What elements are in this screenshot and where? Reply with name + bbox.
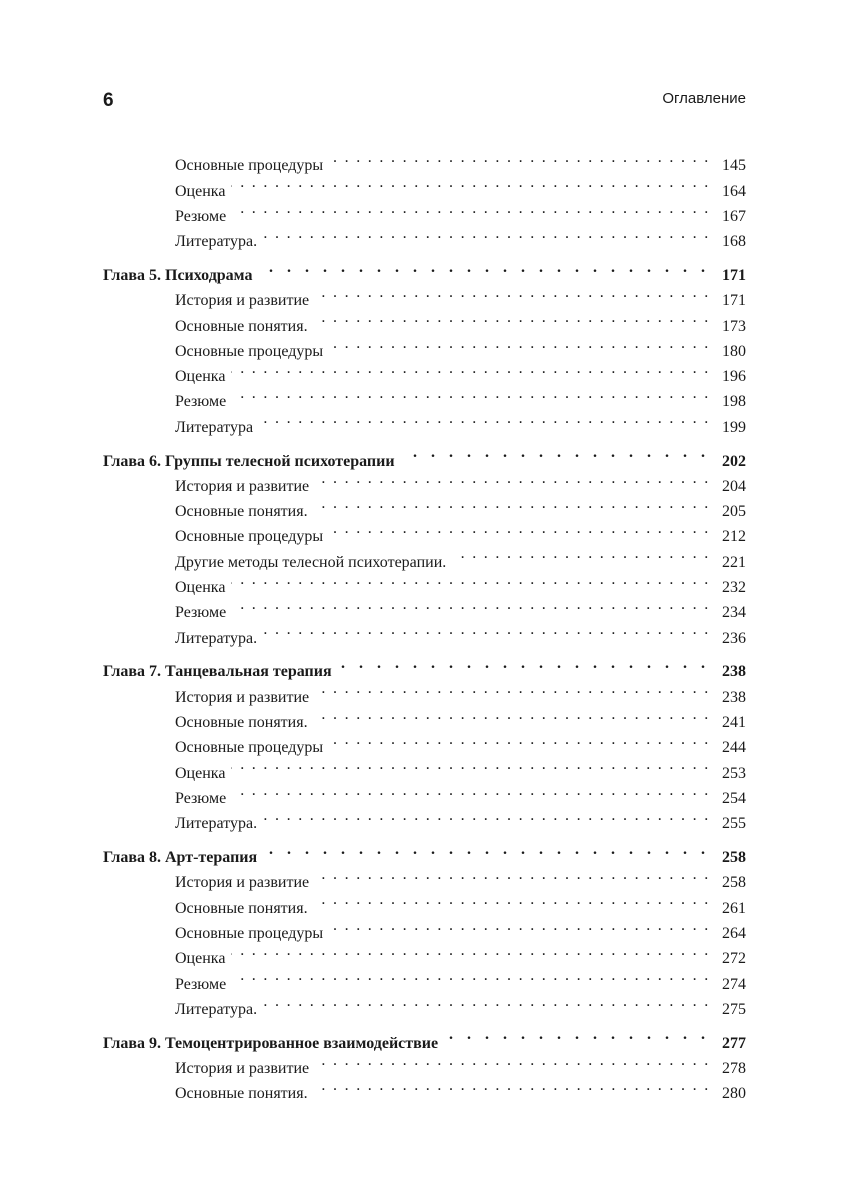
page-header <box>103 88 746 112</box>
entry-page-number: 204 <box>722 477 746 495</box>
dot-leader <box>401 440 710 465</box>
entry-title: История и развитие <box>175 874 310 892</box>
chapter-page-number: 202 <box>722 452 746 470</box>
dot-leader <box>258 255 710 280</box>
entry-title: Резюме <box>175 604 227 622</box>
entry-page-number: 171 <box>722 292 746 310</box>
dot-leader <box>232 381 710 406</box>
entry-title: Основные понятия. <box>175 503 308 521</box>
entry-page-number: 253 <box>722 764 746 782</box>
dot-leader <box>338 651 710 676</box>
entry-title: Другие методы телесной психотерапии. <box>175 553 447 571</box>
dot-leader <box>329 331 710 356</box>
dot-leader <box>329 516 710 541</box>
entry-page-number: 234 <box>722 604 746 622</box>
dot-leader <box>232 963 710 988</box>
table-of-contents <box>103 145 746 1107</box>
entry-page-number: 280 <box>722 1085 746 1103</box>
toc-entry[interactable] <box>103 145 746 175</box>
page-number: 6 <box>103 90 114 111</box>
entry-page-number: 180 <box>722 342 746 360</box>
dot-leader <box>315 862 710 887</box>
entry-title: Основные понятия. <box>175 714 308 732</box>
toc-chapter-entry[interactable] <box>103 1022 746 1052</box>
dot-leader <box>314 887 710 912</box>
entry-page-number: 199 <box>722 418 746 436</box>
dot-leader <box>315 280 710 305</box>
chapter-page-number: 238 <box>722 663 746 681</box>
entry-title: Основные понятия. <box>175 899 308 917</box>
entry-title: Резюме <box>175 975 227 993</box>
entry-title: Литература <box>175 418 254 436</box>
entry-title: Основные процедуры <box>175 528 324 546</box>
entry-page-number: 272 <box>722 950 746 968</box>
dot-leader <box>263 221 710 246</box>
entry-title: История и развитие <box>175 292 310 310</box>
dot-leader <box>259 406 710 431</box>
dot-leader <box>314 702 710 727</box>
dot-leader <box>232 592 710 617</box>
entry-title: Основные процедуры <box>175 739 324 757</box>
dot-leader <box>315 1048 710 1073</box>
toc-section <box>103 145 746 251</box>
chapter-page-number: 171 <box>722 266 746 284</box>
entry-title: Резюме <box>175 789 227 807</box>
toc-chapter-entry[interactable] <box>103 255 746 284</box>
entry-page-number: 258 <box>722 874 746 892</box>
chapter-page-number: 277 <box>722 1034 746 1052</box>
toc-section <box>103 255 746 436</box>
entry-title: Основные процедуры <box>175 157 324 175</box>
dot-leader <box>231 752 710 777</box>
toc-chapter-entry[interactable] <box>103 440 746 470</box>
entry-title: История и развитие <box>175 1059 310 1077</box>
entry-page-number: 264 <box>722 924 746 942</box>
entry-page-number: 212 <box>722 528 746 546</box>
dot-leader <box>231 938 710 963</box>
dot-leader <box>232 196 710 221</box>
dot-leader <box>314 1073 710 1098</box>
entry-page-number: 173 <box>722 317 746 335</box>
entry-title: Основные понятия. <box>175 317 308 335</box>
entry-title: История и развитие <box>175 477 310 495</box>
dot-leader <box>263 617 710 642</box>
entry-title: Литература. <box>175 815 258 833</box>
dot-leader <box>452 541 710 566</box>
chapter-title: Глава 7. Танцевальная терапия <box>103 663 332 681</box>
dot-leader <box>231 567 710 592</box>
entry-page-number: 232 <box>722 579 746 597</box>
entry-page-number: 196 <box>722 368 746 386</box>
dot-leader <box>232 778 710 803</box>
toc-chapter-entry[interactable] <box>103 837 746 867</box>
dot-leader <box>329 145 710 170</box>
entry-page-number: 278 <box>722 1059 746 1077</box>
entry-title: Основные понятия. <box>175 1085 308 1103</box>
entry-page-number: 254 <box>722 789 746 807</box>
entry-title: Литература. <box>175 233 258 251</box>
dot-leader <box>263 989 710 1014</box>
dot-leader <box>263 837 710 862</box>
chapter-page-number: 258 <box>722 849 746 867</box>
entry-title: Основные процедуры <box>175 342 324 360</box>
entry-page-number: 274 <box>722 975 746 993</box>
chapter-title: Глава 5. Психодрама <box>103 266 253 284</box>
entry-title: Основные процедуры <box>175 924 324 942</box>
dot-leader <box>263 803 710 828</box>
entry-page-number: 167 <box>722 207 746 225</box>
entry-page-number: 164 <box>722 182 746 200</box>
toc-section <box>103 837 746 1018</box>
entry-title: Литература. <box>175 1000 258 1018</box>
entry-page-number: 255 <box>722 815 746 833</box>
entry-title: История и развитие <box>175 688 310 706</box>
dot-leader <box>314 305 710 330</box>
dot-leader <box>314 491 710 516</box>
toc-section <box>103 651 746 833</box>
dot-leader <box>231 170 710 195</box>
entry-title: Оценка <box>175 368 226 386</box>
toc-section <box>103 440 746 647</box>
entry-title: Оценка <box>175 579 226 597</box>
dot-leader <box>329 727 710 752</box>
entry-page-number: 275 <box>722 1000 746 1018</box>
entry-title: Литература. <box>175 629 258 647</box>
entry-page-number: 238 <box>722 688 746 706</box>
dot-leader <box>315 466 710 491</box>
entry-title: Оценка <box>175 764 226 782</box>
entry-page-number: 241 <box>722 714 746 732</box>
entry-page-number: 221 <box>722 553 746 571</box>
dot-leader <box>315 676 710 701</box>
dot-leader <box>444 1022 710 1047</box>
dot-leader <box>231 356 710 381</box>
entry-page-number: 236 <box>722 629 746 647</box>
chapter-title: Глава 6. Группы телесной психотерапии <box>103 452 395 470</box>
entry-title: Оценка <box>175 950 226 968</box>
entry-page-number: 205 <box>722 503 746 521</box>
chapter-title: Глава 8. Арт-терапия <box>103 849 258 867</box>
entry-title: Оценка <box>175 182 226 200</box>
chapter-title: Глава 9. Темоцентрированное взаимодействие <box>103 1034 439 1052</box>
entry-title: Резюме <box>175 207 227 225</box>
toc-section <box>103 1022 746 1103</box>
entry-page-number: 198 <box>722 393 746 411</box>
entry-page-number: 168 <box>722 233 746 251</box>
entry-page-number: 261 <box>722 899 746 917</box>
entry-title: Резюме <box>175 393 227 411</box>
running-title: Оглавление <box>662 90 746 107</box>
entry-page-number: 145 <box>722 157 746 175</box>
entry-page-number: 244 <box>722 739 746 757</box>
toc-chapter-entry[interactable] <box>103 651 746 681</box>
dot-leader <box>329 913 710 938</box>
